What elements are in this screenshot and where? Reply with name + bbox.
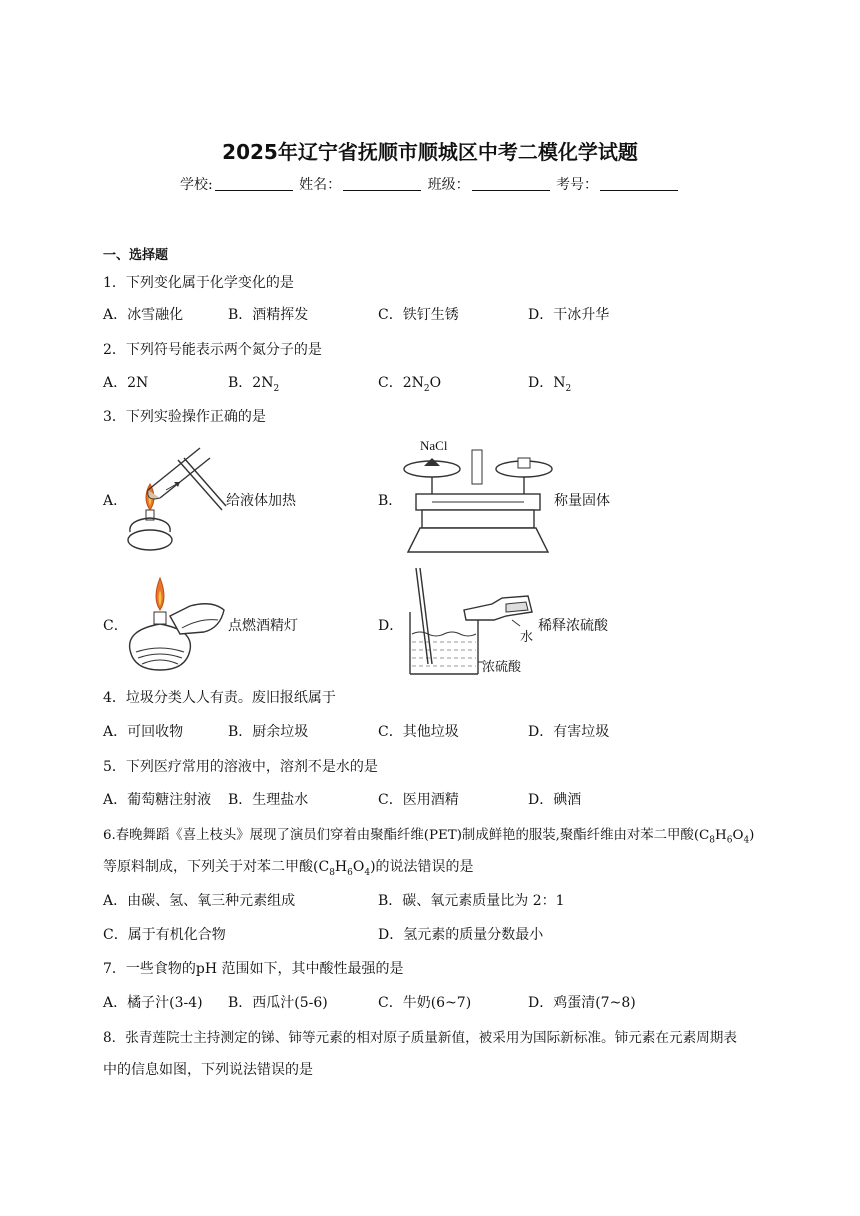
q1-option-d: D．干冰升华 (528, 307, 610, 323)
q7-option-a: A．橘子汁(3-4) (103, 995, 203, 1011)
q5-option-c: C．医用酒精 (378, 792, 459, 808)
q3-option-c-letter: C． (103, 618, 128, 634)
q1-option-c: C．铁钉生锈 (378, 307, 459, 323)
q2-option-a: A．2N (103, 375, 149, 391)
q3-option-a-letter: A． (103, 493, 128, 509)
q4-option-d: D．有害垃圾 (528, 724, 610, 740)
q8-stem-line1: 8．张青莲院士主持测定的锑、铈等元素的相对原子质量新值，被采用为国际新标准。铈元素在元素周期表 (103, 1030, 737, 1046)
q1-stem: 1．下列变化属于化学变化的是 (103, 275, 294, 291)
q3-option-d-caption: 稀释浓硫酸 (538, 618, 608, 634)
heating-liquid-figure (118, 440, 228, 556)
name-label: 姓名： (299, 177, 342, 193)
name-blank[interactable] (343, 176, 421, 191)
page-title: 2025年辽宁省抚顺市顺城区中考二模化学试题 (222, 140, 638, 164)
q7-option-c: C．牛奶(6~7) (378, 995, 472, 1011)
school-label: 学校: (179, 177, 213, 193)
number-blank[interactable] (600, 176, 678, 191)
q7-option-d: D．鸡蛋清(7~8) (528, 995, 636, 1011)
q5-option-a: A．葡萄糖注射液 (103, 792, 212, 808)
q2-option-d: D．$N_2$ (528, 375, 572, 394)
balance-figure (402, 436, 554, 556)
q4-stem: 4．垃圾分类人人有责。废旧报纸属于 (103, 690, 336, 706)
q7-option-b: B．西瓜汁(5-6) (228, 995, 328, 1011)
q6-stem-line2: 等原料制成，下列关于对苯二甲酸$(C_8H_6O_4)$的说法错误的是 (103, 859, 474, 878)
nacl-label: NaCl (420, 438, 448, 453)
q7-stem: 7．一些食物的pH 范围如下，其中酸性最强的是 (103, 961, 404, 977)
q4-option-b: B．厨余垃圾 (228, 724, 309, 740)
q3-option-a-caption: 给液体加热 (226, 493, 296, 509)
q6-option-b: B．碳、氧元素质量比为 2：1 (378, 893, 565, 909)
q3-option-b-caption: 称量固体 (554, 493, 610, 509)
lighting-lamp-figure (120, 574, 228, 674)
section-heading: 一、选择题 (103, 248, 169, 263)
q5-option-d: D．碘酒 (528, 792, 582, 808)
number-label: 考号： (556, 177, 599, 193)
q6-option-c: C．属于有机化合物 (103, 927, 226, 943)
q4-option-a: A．可回收物 (103, 724, 184, 740)
student-info-line (0, 174, 860, 194)
q1-option-b: B．酒精挥发 (228, 307, 309, 323)
school-blank[interactable] (215, 176, 293, 191)
q2-option-b: B．$2N_2$ (228, 375, 280, 394)
q6-stem-line1: 6.春晚舞蹈《喜上枝头》展现了演员们穿着由聚酯纤维(PET)制成鲜艳的服装,聚酯纤维由对苯二甲酸$(C_8H_6O_4)$ (103, 828, 755, 846)
q2-stem: 2．下列符号能表示两个氮分子的是 (103, 342, 322, 358)
acid-label: 浓硫酸 (482, 660, 522, 675)
q3-option-b-letter: B． (378, 493, 403, 509)
q3-stem: 3．下列实验操作正确的是 (103, 409, 266, 425)
q3-option-d-letter: D． (378, 618, 404, 634)
q2-option-c: C．$2N_2O$ (378, 375, 442, 394)
q5-stem: 5．下列医疗常用的溶液中，溶剂不是水的是 (103, 759, 378, 775)
class-blank[interactable] (472, 176, 550, 191)
q4-option-c: C．其他垃圾 (378, 724, 459, 740)
q3-option-c-caption: 点燃酒精灯 (228, 618, 298, 634)
water-label: 水 (520, 630, 534, 645)
class-label: 班级： (427, 177, 470, 193)
q5-option-b: B．生理盐水 (228, 792, 309, 808)
q1-option-a: A．冰雪融化 (103, 307, 184, 323)
q8-stem-line2: 中的信息如图，下列说法错误的是 (103, 1062, 313, 1078)
q6-option-a: A．由碳、氢、氧三种元素组成 (103, 893, 296, 909)
q6-option-d: D．氢元素的质量分数最小 (378, 927, 544, 943)
